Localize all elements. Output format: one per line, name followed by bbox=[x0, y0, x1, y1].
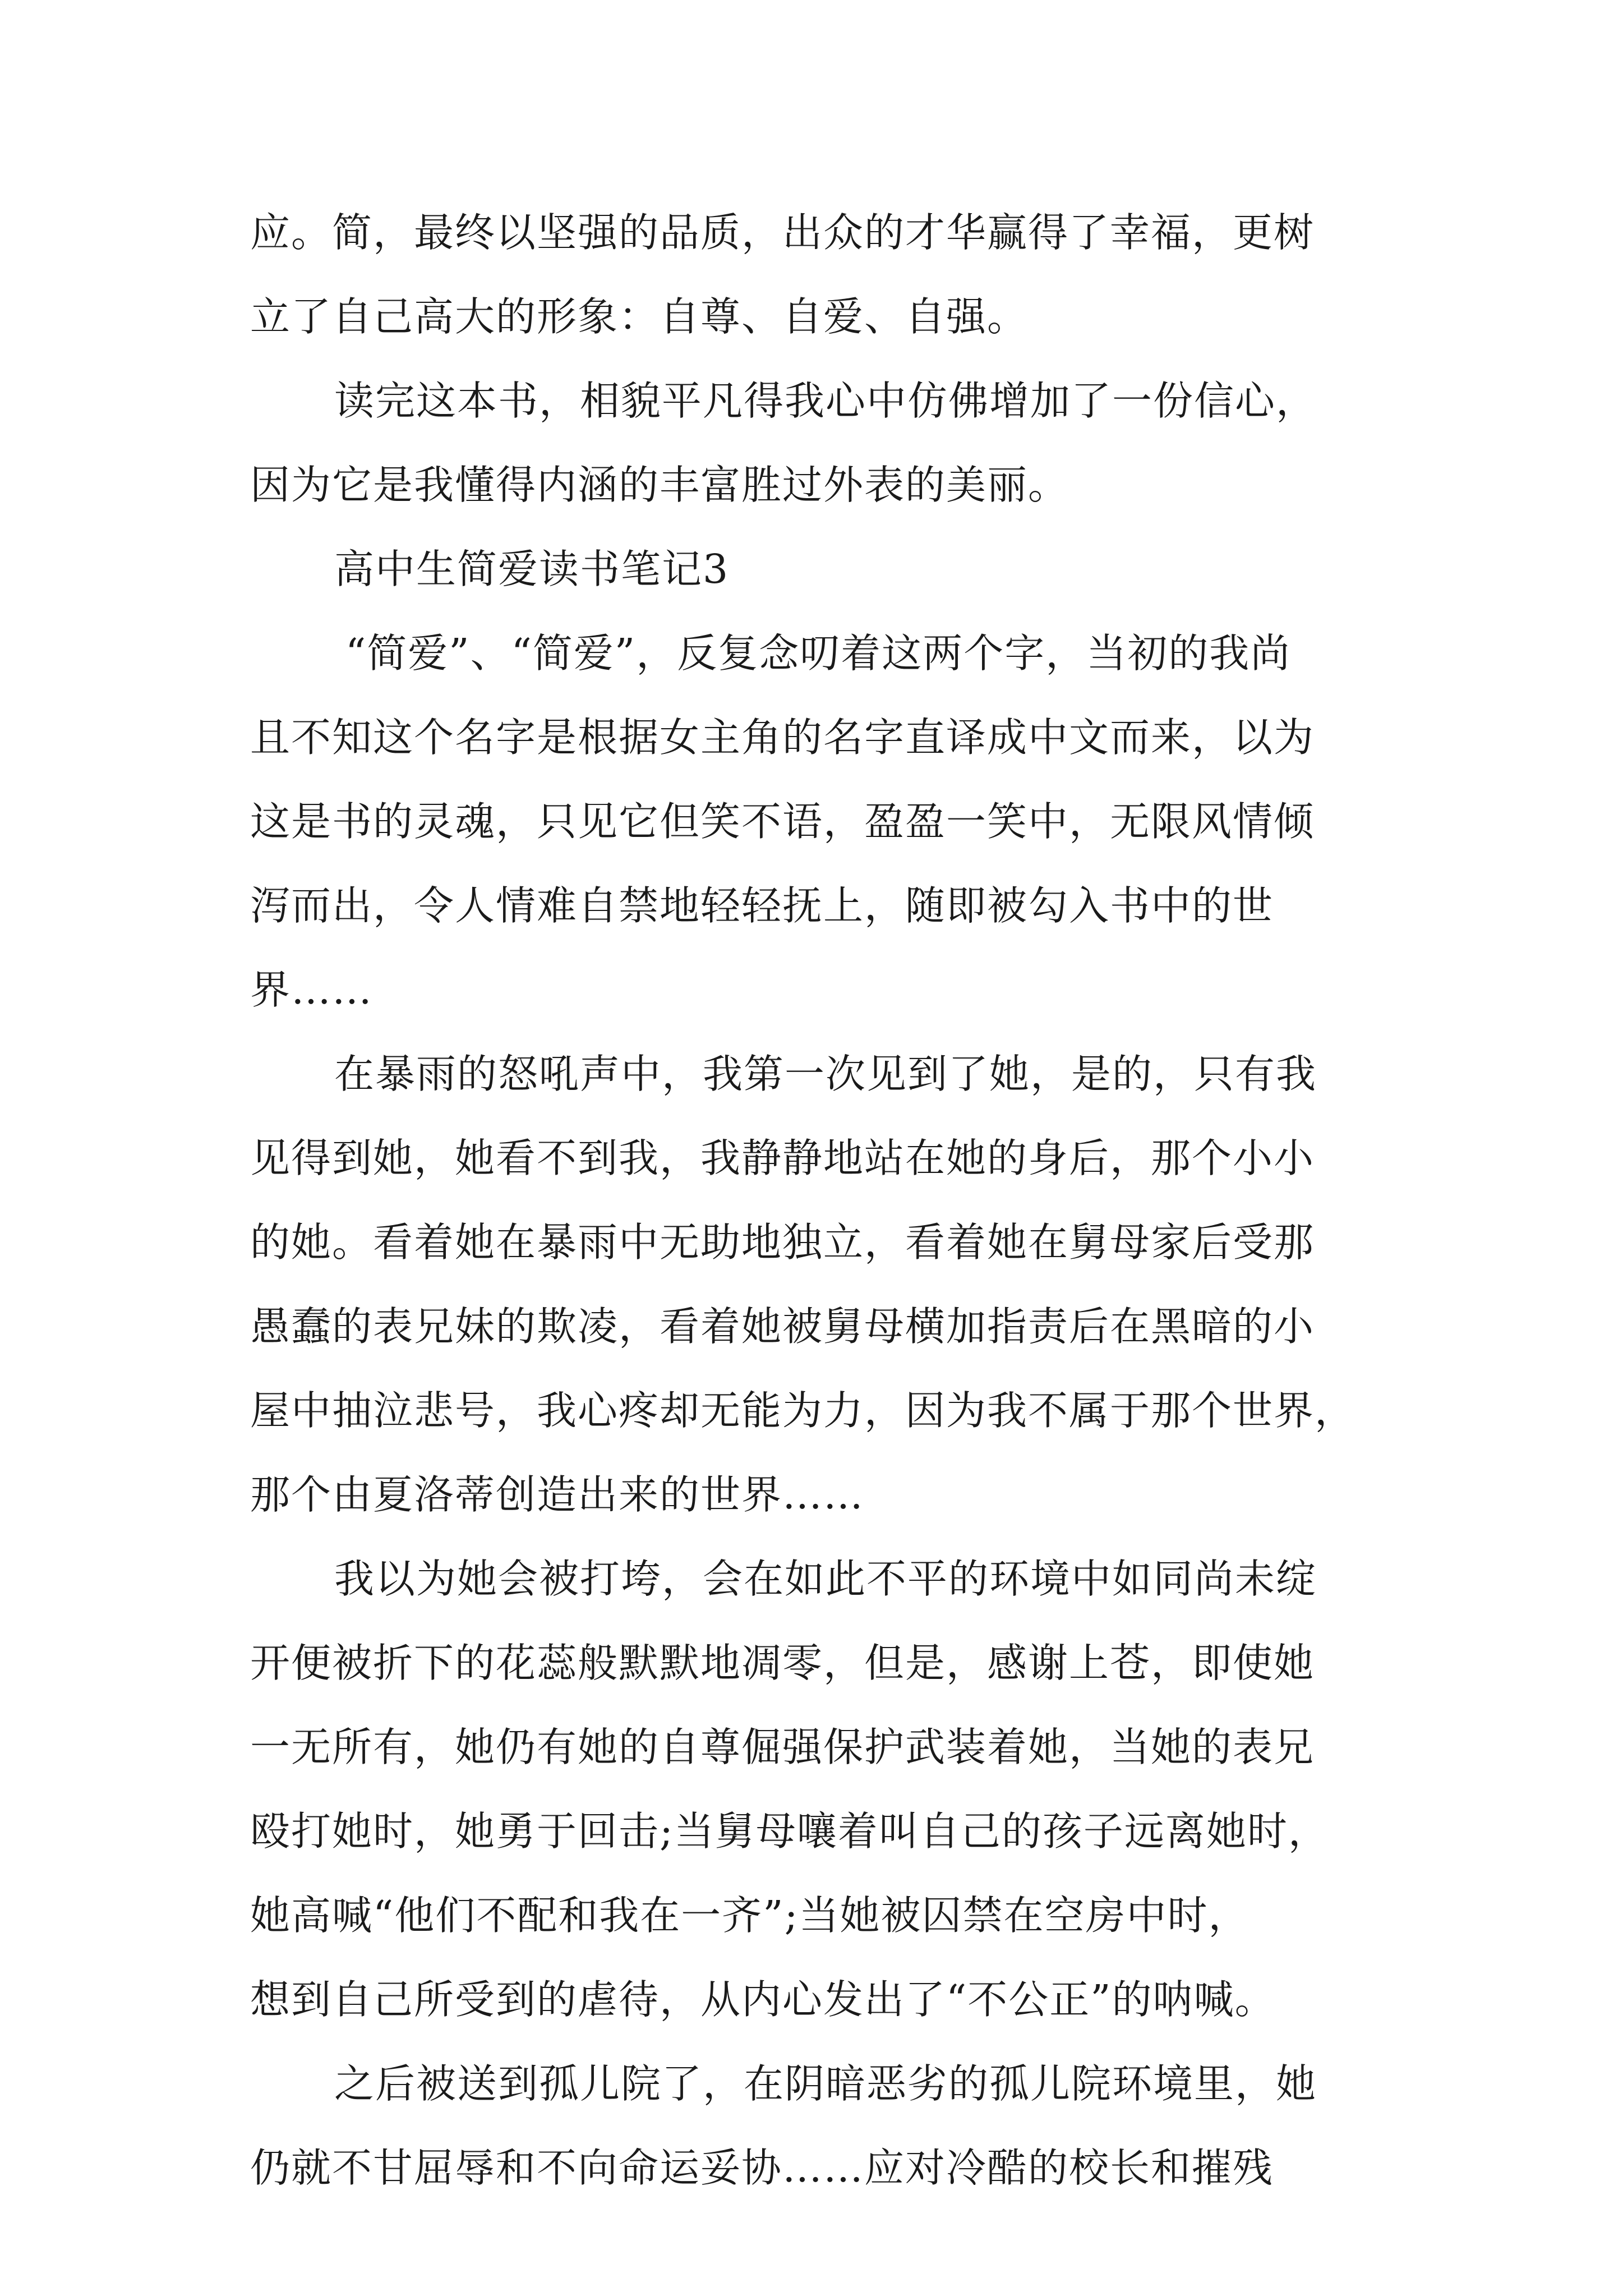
text-line: 这是书的灵魂，只见它但笑不语，盈盈一笑中，无限风情倾 bbox=[250, 798, 1315, 845]
text-line: 殴打她时，她勇于回击;当舅母嚷着叫自己的孩子远离她时， bbox=[250, 1808, 1329, 1855]
text-line: 一无所有，她仍有她的自尊倔强保护武装着她，当她的表兄 bbox=[250, 1724, 1315, 1770]
text-line: 屋中抽泣悲号，我心疼却无能为力，因为我不属于那个世界， bbox=[250, 1387, 1356, 1434]
paragraph-first-line: 在暴雨的怒吼声中，我第一次见到了她，是的，只有我 bbox=[334, 1051, 1317, 1097]
text-line: 仍就不甘屈辱和不向命运妥协……应对冷酷的校长和摧残 bbox=[250, 2145, 1274, 2191]
text-line: 应。简，最终以坚强的品质，出众的才华赢得了幸福，更树 bbox=[250, 209, 1315, 256]
paragraph-first-line: 我以为她会被打垮，会在如此不平的环境中如同尚未绽 bbox=[334, 1556, 1317, 1602]
text-line: 立了自己高大的形象：自尊、自爱、自强。 bbox=[250, 293, 1029, 340]
text-line: 那个由夏洛蒂创造出来的世界…… bbox=[250, 1471, 865, 1518]
text-line: 愚蠢的表兄妹的欺凌，看着她被舅母横加指责后在黑暗的小 bbox=[250, 1303, 1315, 1350]
paragraph-first-line: “简爱”、“简爱”，反复念叨着这两个字，当初的我尚 bbox=[345, 630, 1292, 677]
paragraph-first-line: 之后被送到孤儿院了，在阴暗恶劣的孤儿院环境里，她 bbox=[334, 2060, 1317, 2107]
text-line: 的她。看着她在暴雨中无助地独立，看着她在舅母家后受那 bbox=[250, 1219, 1315, 1266]
text-line: 她高喊“他们不配和我在一齐”;当她被囚禁在空房中时， bbox=[250, 1892, 1249, 1939]
text-line: 因为它是我懂得内涵的丰富胜过外表的美丽。 bbox=[250, 462, 1069, 508]
text-line: 见得到她，她看不到我，我静静地站在她的身后，那个小小 bbox=[250, 1135, 1315, 1181]
text-line: 且不知这个名字是根据女主角的名字直译成中文而来，以为 bbox=[250, 714, 1315, 761]
text-line: 想到自己所受到的虐待，从内心发出了“不公正”的呐喊。 bbox=[250, 1976, 1276, 2023]
text-line: 泻而出，令人情难自禁地轻轻抚上，随即被勾入书中的世 bbox=[250, 882, 1274, 929]
text-line: 界…… bbox=[250, 967, 374, 1013]
section-heading: 高中生简爱读书笔记3 bbox=[334, 546, 730, 592]
paragraph-first-line: 读完这本书，相貌平凡得我心中仿佛增加了一份信心， bbox=[334, 378, 1317, 424]
body-text bbox=[250, 191, 1394, 2210]
text-line: 开便被折下的花蕊般默默地凋零，但是，感谢上苍，即使她 bbox=[250, 1640, 1315, 1686]
